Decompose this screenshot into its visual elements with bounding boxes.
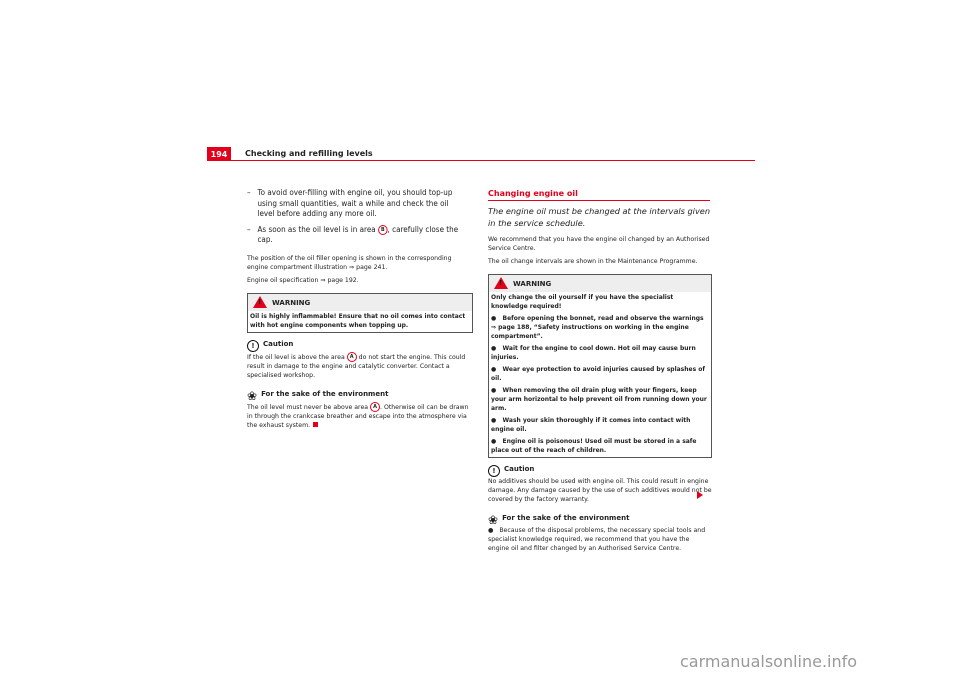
environment-text-end: . Otherwise oil can be drawn in through the crankcase breather and escape into the atmosphere via the exhaust system.: [247, 403, 469, 429]
warning-bullet-text: Engine oil is poisonous! Used oil must be stored in a safe place out of the reach of children.: [491, 438, 697, 454]
warning-header: [248, 293, 472, 311]
chapter-title: Checking and refilling levels: [245, 149, 373, 158]
section-title: Changing engine oil: [488, 189, 710, 201]
warning-box: [247, 293, 473, 333]
warning-bullet: ● Engine oil is poisonous! Used oil must be stored in a safe place out of the reach of children.: [491, 438, 697, 454]
end-of-section-icon: [313, 422, 318, 427]
caution-icon: !: [247, 340, 259, 352]
warning-bullet-text: Wear eye protection to avoid injuries caused by splashes of oil.: [491, 366, 705, 382]
flower-icon: ❀: [488, 513, 499, 527]
right-column: [488, 189, 712, 557]
environment-text: ● Because of the disposal problems, the necessary special tools and specialist knowledge required, we recommend that you have the engine oil and filter changed by an Authorised Service Centre.: [488, 527, 706, 552]
caution-text: [247, 352, 473, 380]
caution-text-start: If the oil level is above the area: [247, 353, 345, 361]
area-marker-b: B: [378, 225, 388, 235]
caution-text-end: do not start the engine. This could result in damage to the engine and catalytic converter. Contact a specialised workshop.: [247, 353, 466, 379]
warning-bullet: ● Before opening the bonnet, read and observe the warnings ⇒ page 188, “Safety instructions on working in the engine compartment”.: [491, 315, 704, 340]
area-marker-a: A: [370, 402, 380, 412]
warning-bullet-text: Wash your skin thoroughly if it comes into contact with engine oil.: [491, 417, 691, 433]
warning-bullet: ● When removing the oil drain plug with your fingers, keep your arm horizontal to help prevent oil from running down your arm.: [491, 387, 707, 412]
warning-bullet-text: Wait for the engine to cool down. Hot oil may cause burn injuries.: [491, 345, 696, 361]
caution-header: [247, 338, 473, 352]
caution-text: No additives should be used with engine oil. This could result in engine damage. Any damage caused by the use of such additives would not be covered by the factory warranty.: [488, 478, 712, 503]
step-2: [247, 225, 462, 246]
area-marker-a: A: [347, 352, 357, 362]
warning-icon: [253, 296, 267, 308]
step-1: [247, 188, 462, 220]
warning-bullet: ● Wait for the engine to cool down. Hot oil may cause burn injuries.: [491, 345, 696, 361]
caution-icon: !: [488, 465, 500, 477]
environment-header: [247, 388, 473, 402]
warning-text: Oil is highly inflammable! Ensure that no oil comes into contact with hot engine components when topping up.: [250, 312, 466, 329]
environment-title: For the sake of the environment: [261, 389, 389, 398]
warning-bullets: [489, 313, 711, 457]
left-column: [247, 188, 473, 434]
environment-title: For the sake of the environment: [502, 514, 630, 522]
caution-header: [488, 463, 712, 477]
watermark: carmanualsonline.info: [680, 652, 858, 671]
filler-position-text: The position of the oil filler opening is shown in the corresponding engine compartment illustration ⇒ page 241.: [247, 254, 452, 271]
warning-bullet-text: Before opening the bonnet, read and observe the warnings ⇒ page 188, “Safety instructions on working in the engine compartment”.: [491, 315, 704, 340]
warning-title: WARNING: [513, 280, 552, 288]
environment-header: [488, 512, 712, 526]
environment-text-start: The oil level must never be above area: [247, 403, 369, 411]
step-dash: –: [247, 224, 251, 234]
caution-title: Caution: [504, 465, 535, 473]
warning-box: [488, 274, 712, 458]
recommend-text: We recommend that you have the engine oil changed by an Authorised Service Centre.: [488, 236, 710, 252]
warning-title: WARNING: [272, 298, 311, 307]
warning-lead: Only change the oil yourself if you have the specialist knowledge required!: [491, 294, 674, 310]
page-number: 194: [207, 147, 231, 161]
environment-text: [247, 402, 473, 430]
section-intro: The engine oil must be changed at the intervals given in the service schedule.: [488, 206, 711, 228]
step-text: As soon as the oil level is in area: [257, 224, 376, 234]
warning-icon: [494, 277, 508, 289]
flower-icon: ❀: [247, 388, 258, 403]
caution-title: Caution: [263, 339, 294, 348]
step-text: To avoid over-filling with engine oil, you should top-up using small quantities, wait a while and check the oil level before adding any more oil.: [257, 188, 453, 218]
step-text-end: , carefully close the cap.: [257, 224, 459, 244]
warning-bullet: ● Wash your skin thoroughly if it comes into contact with engine oil.: [491, 417, 691, 433]
next-page-arrow-icon[interactable]: [697, 491, 703, 499]
warning-header: [489, 274, 711, 292]
warning-bullet-text: When removing the oil drain plug with your fingers, keep your arm horizontal to help prevent oil from running down your arm.: [491, 387, 707, 412]
oil-spec-text: Engine oil specification ⇒ page 192.: [247, 276, 359, 284]
environment-bullet-text: Because of the disposal problems, the necessary special tools and specialist knowledge required, we recommend that you have the engine oil and filter changed by an Authorised Service Centre.: [488, 527, 706, 552]
intervals-text: The oil change intervals are shown in the Maintenance Programme.: [488, 258, 698, 265]
step-dash: –: [247, 188, 251, 197]
warning-bullet: ● Wear eye protection to avoid injuries caused by splashes of oil.: [491, 366, 705, 382]
header-divider: [207, 160, 755, 161]
